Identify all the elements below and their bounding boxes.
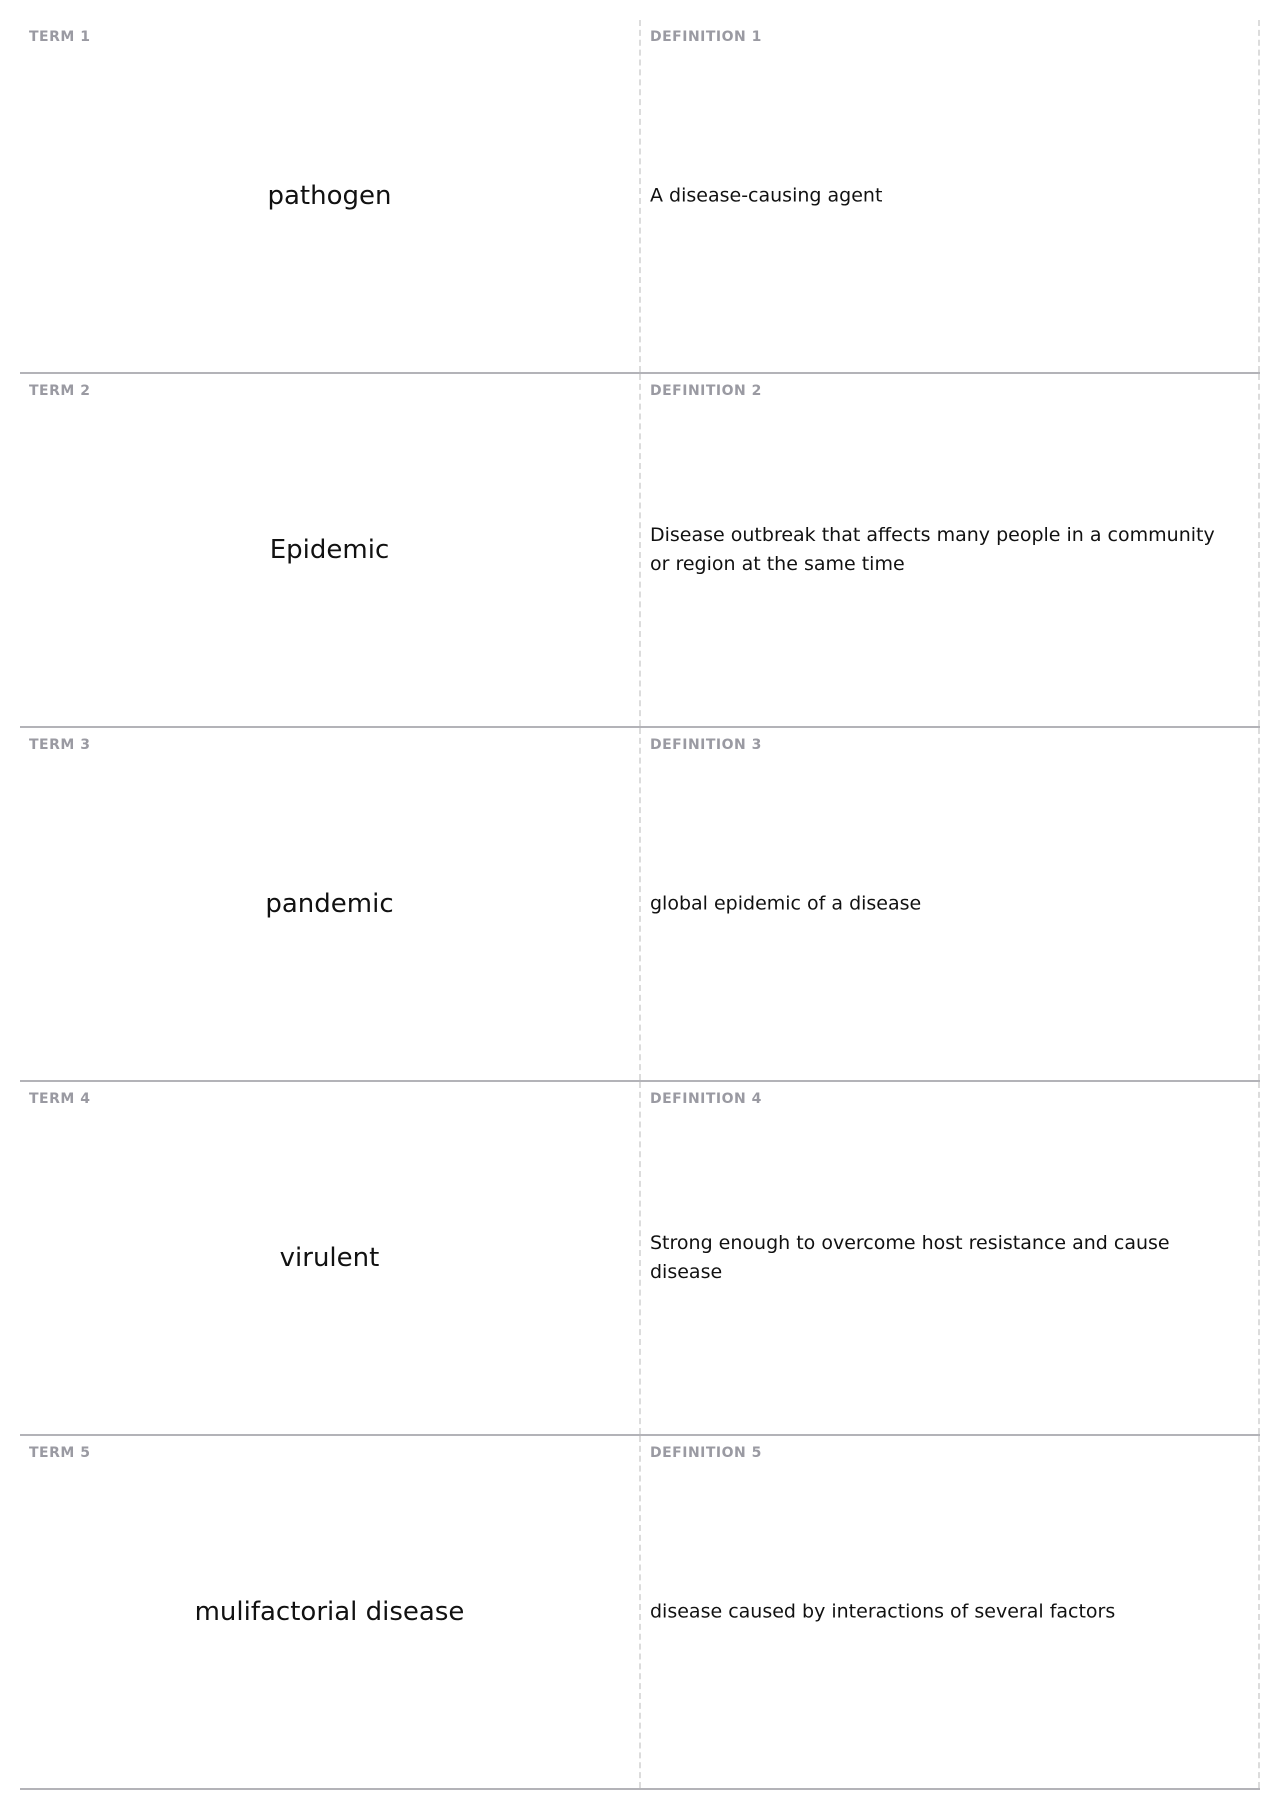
definition-label: DEFINITION 5 — [650, 1445, 762, 1461]
term-text: virulent — [279, 1243, 380, 1273]
definition-label: DEFINITION 2 — [650, 383, 762, 399]
definition-label: DEFINITION 1 — [650, 29, 762, 45]
definition-label: DEFINITION 3 — [650, 737, 762, 753]
definition-label: DEFINITION 4 — [650, 1091, 762, 1107]
definition-text: global epidemic of a disease — [650, 892, 922, 915]
definition-cell — [641, 20, 1260, 372]
flashcard-row — [20, 1082, 1260, 1436]
term-cell — [20, 20, 641, 372]
definition-text: Disease outbreak that affects many people in a community or region at the same time — [650, 524, 1215, 575]
term-label: TERM 2 — [29, 383, 91, 399]
term-text: pathogen — [267, 181, 392, 211]
term-cell — [20, 374, 641, 726]
definition-text: disease caused by interactions of several factors — [650, 1600, 1116, 1623]
term-label: TERM 1 — [29, 29, 91, 45]
term-text: mulifactorial disease — [194, 1597, 465, 1627]
flashcard-sheet — [20, 20, 1260, 1790]
term-label: TERM 5 — [29, 1445, 91, 1461]
flashcard-row — [20, 374, 1260, 728]
definition-cell — [641, 1436, 1260, 1788]
term-cell — [20, 1436, 641, 1788]
term-text: Epidemic — [269, 535, 390, 565]
definition-cell — [641, 728, 1260, 1080]
flashcard-row — [20, 1436, 1260, 1790]
definition-text: Strong enough to overcome host resistance and cause disease — [650, 1232, 1170, 1283]
term-label: TERM 4 — [29, 1091, 91, 1107]
flashcard-row — [20, 20, 1260, 374]
definition-cell — [641, 374, 1260, 726]
term-cell — [20, 728, 641, 1080]
term-text: pandemic — [265, 889, 394, 919]
term-label: TERM 3 — [29, 737, 91, 753]
definition-cell — [641, 1082, 1260, 1434]
term-cell — [20, 1082, 641, 1434]
definition-text: A disease-causing agent — [650, 184, 883, 207]
flashcard-row — [20, 728, 1260, 1082]
